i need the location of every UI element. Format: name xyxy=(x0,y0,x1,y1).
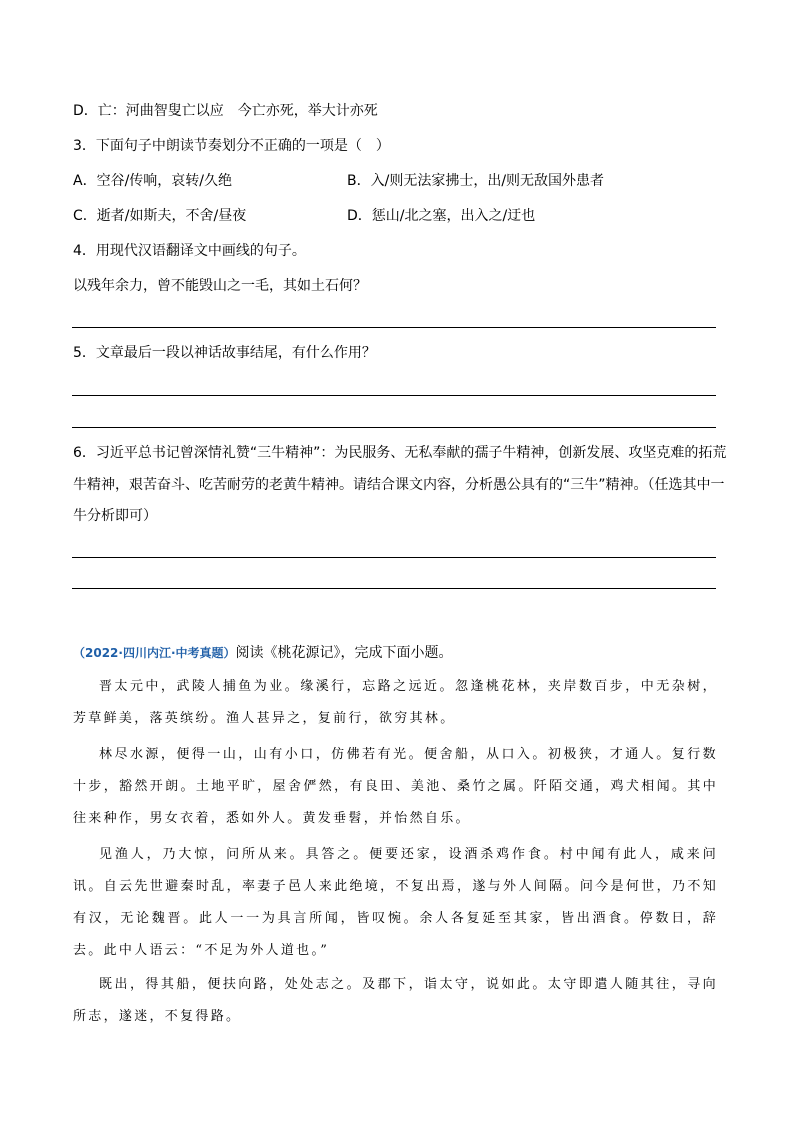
q4-sentence: 以残年余力，曾不能毁山之一毛，其如土石何？ xyxy=(73,278,367,294)
q5-answer-line-2 xyxy=(72,427,716,428)
q6-answer-line-1 xyxy=(72,557,716,558)
section-instruction: 阅读《桃花源记》，完成下面小题。 xyxy=(235,645,453,661)
q2-option-d: D．亡：河曲智叟亡以应 今亡亦死，举大计亦死 xyxy=(73,103,378,119)
passage-paragraph-2: 林尽水源，便得一山，山有小口，仿佛若有光。便舍船，从口入。初极狭，才通人。复行数十步，豁然开朗。土地平旷，屋舍俨然，有良田、美池、桑竹之属。阡陌交通，鸡犬相闻。其中往来种作，男女衣着，悉如外人。黄发垂髫，并怡然自乐。 xyxy=(73,747,718,826)
passage-paragraph-1: 晋太元中，武陵人捕鱼为业。缘溪行，忘路之远近。忽逢桃花林，夹岸数百步，中无杂树，芳草鲜美，落英缤纷。渔人甚异之，复前行，欲穷其林。 xyxy=(73,679,718,726)
q3-option-c: C．逝者/如斯夫，不舍/昼夜 xyxy=(73,208,247,224)
q3-option-d: D．惩山/北之塞，出入之/迂也 xyxy=(347,208,536,224)
q3-option-b: B．入/则无法家拂士，出/则无敌国外患者 xyxy=(347,173,605,189)
section-heading xyxy=(73,643,453,663)
q6-stem-line-3: 牛分析即可） xyxy=(73,508,157,524)
q6-answer-line-2 xyxy=(72,588,716,589)
passage-paragraph-4: 既出，得其船，便扶向路，处处志之。及郡下，诣太守，说如此。太守即遣人随其往，寻向所志，遂迷，不复得路。 xyxy=(73,977,718,1024)
q5-answer-line-1 xyxy=(72,395,716,396)
q3-stem: 3．下面句子中朗读节奏划分不正确的一项是（ ） xyxy=(73,138,390,154)
q4-answer-line xyxy=(72,327,716,328)
q3-option-a: A．空谷/传响，哀转/久绝 xyxy=(73,173,233,189)
q4-stem: 4．用现代汉语翻译文中画线的句子。 xyxy=(73,243,306,259)
passage-paragraph-3: 见渔人，乃大惊，问所从来。具答之。便要还家，设酒杀鸡作食。村中闻有此人，咸来问讯。自云先世避秦时乱，率妻子邑人来此绝境，不复出焉，遂与外人间隔。问今是何世，乃不知有汉，无论魏晋。此人一一为具言所闻，皆叹惋。余人各复延至其家，皆出酒食。停数日，辞去。此中人语云：“不足为外人道也。” xyxy=(73,847,718,958)
exam-source-tag: （2022·四川内江·中考真题） xyxy=(73,646,236,660)
q6-stem-line-2: 牛精神，艰苦奋斗、吃苦耐劳的老黄牛精神。请结合课文内容，分析愚公具有的“三牛”精神。（任选其中一 xyxy=(73,477,725,493)
q5-stem: 5．文章最后一段以神话故事结尾，有什么作用？ xyxy=(73,345,376,361)
q6-stem-line-1: 6．习近平总书记曾深情礼赞“三牛精神”：为民服务、无私奉献的孺子牛精神，创新发展、攻坚克难的拓荒 xyxy=(73,445,727,461)
